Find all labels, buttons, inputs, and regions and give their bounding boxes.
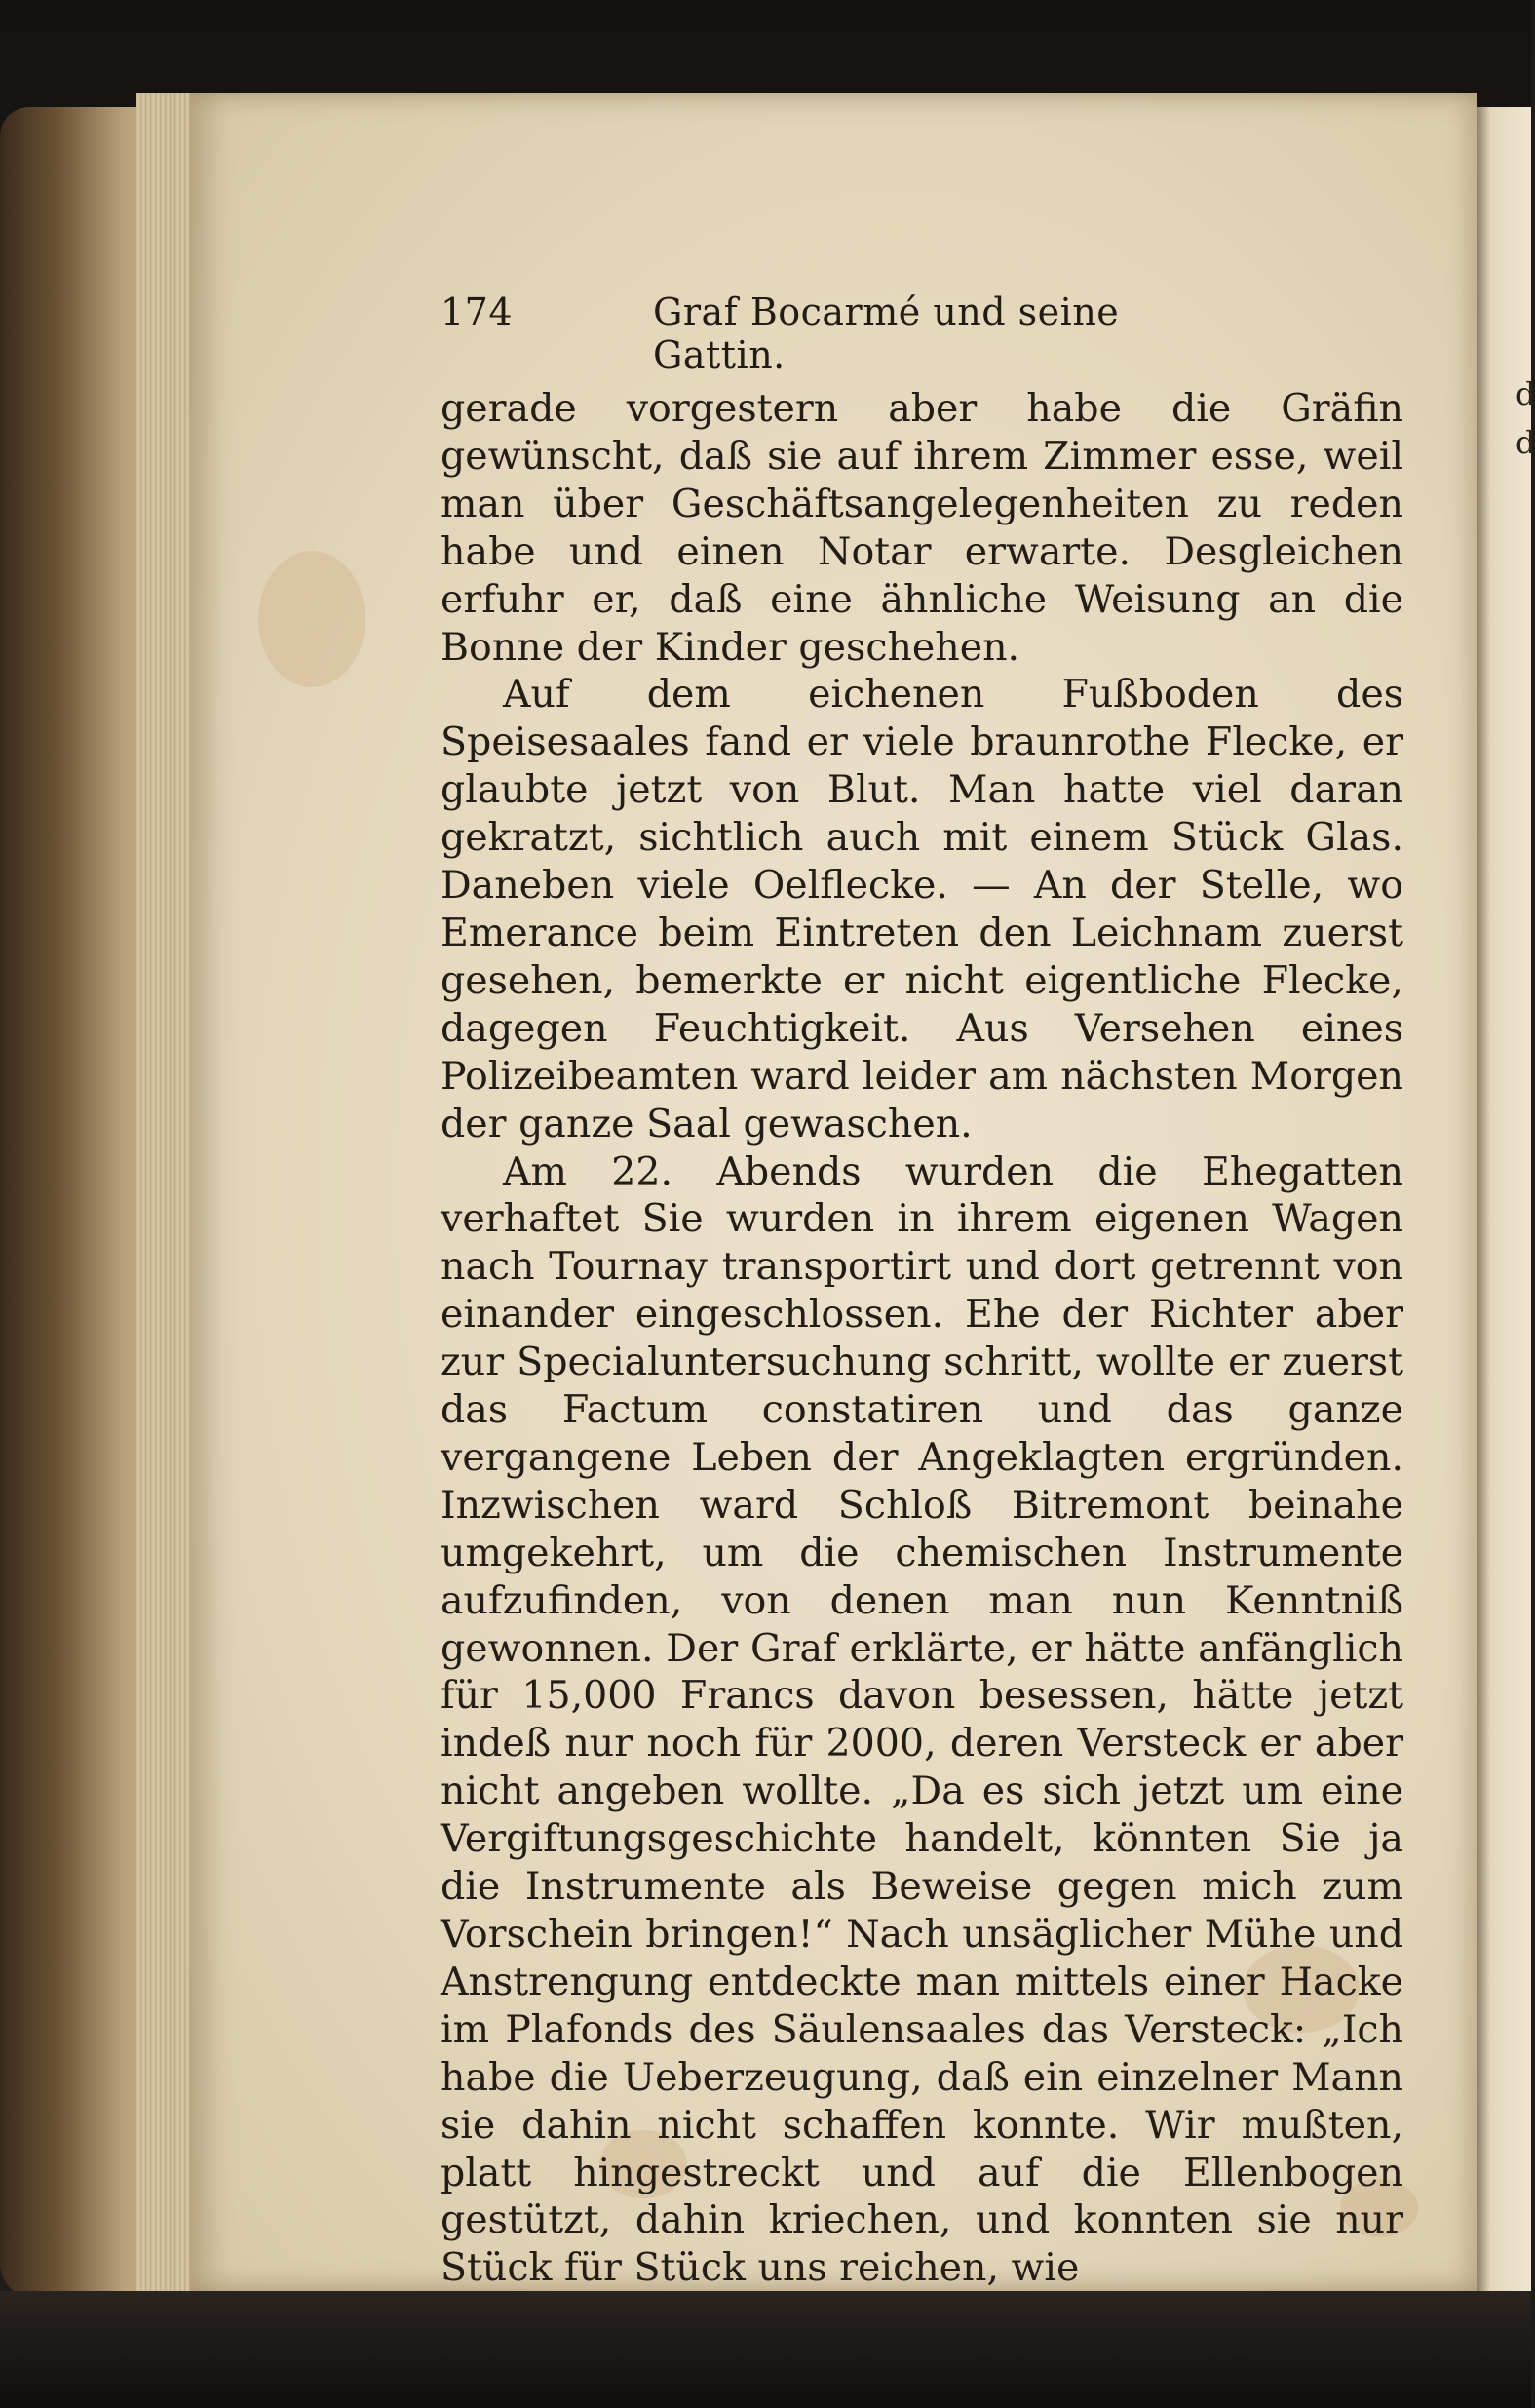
running-head: Graf Bocarmé und seine Gattin.	[653, 291, 1120, 376]
paragraph: Auf dem eichenen Fußboden des Speisesaales fand er viele braunrothe Flecke, er glaubte jetzt von Blut. Man hatte viel daran gekratzt, sichtlich auch mit einem Stück Glas. Daneben viele Oelflecke. — An der Stelle, wo Emerance beim Eintreten den Leichnam zuerst gesehen, bemerkte er nicht eigentliche Flecke, dagegen Feuchtigkeit. Aus Versehen eines Polizeibeamten ward leider am nächsten Morgen der ganze Saal gewaschen.	[441, 672, 1403, 1146]
paragraph: gerade vorgestern aber habe die Gräfin gewünscht, daß sie auf ihrem Zimmer esse, weil man über Geschäftsangelegenheiten zu reden habe und einen Notar erwarte. Desgleichen erfuhr er, daß eine ähnliche Weisung an die Bonne der Kinder geschehen.	[441, 386, 1403, 670]
facing-page-fragment: d	[1516, 375, 1535, 412]
paragraph: Am 22. Abends wurden die Ehegatten verhaftet Sie wurden in ihrem eigenen Wagen nach Tournay transportirt und dort getrennt von einander eingeschlossen. Ehe der Richter aber zur Specialuntersuchung schritt, wollte er zuerst das Factum constatiren und das ganze vergangene Leben der Angeklagten ergründen. Inzwischen ward Schloß Bitremont beinahe umgekehrt, um die chemischen Instrumente aufzufinden, von denen man nun Kenntniß gewonnen. Der Graf erklärte, er hätte anfänglich für 15,000 Francs davon besessen, hätte jetzt indeß nur noch für 2000, deren Versteck er aber nicht angeben wollte. „Da es sich jetzt um eine Vergiftungsgeschichte handelt, könnten Sie ja die Instrumente als Beweise gegen mich zum Vorschein bringen!“ Nach unsäglicher Mühe und Anstrengung entdeckte man mittels einer Hacke im Plafonds des Säulensaales das Versteck: „Ich habe die Ueberzeugung, daß ein einzelner Mann sie dahin nicht schaffen konnte. Wir mußten, platt hingestreckt und auf die Ellenbogen gestützt, dahin kriechen, und konnten sie nur Stück für Stück uns reichen, wie	[441, 1148, 1403, 2291]
foxing-stain	[258, 551, 365, 687]
page-header	[441, 291, 1201, 376]
facing-page-fragment: d	[1516, 424, 1535, 461]
body-text	[441, 385, 1403, 2292]
bottom-shadow	[0, 2291, 1531, 2408]
page-number: 174	[441, 291, 514, 333]
